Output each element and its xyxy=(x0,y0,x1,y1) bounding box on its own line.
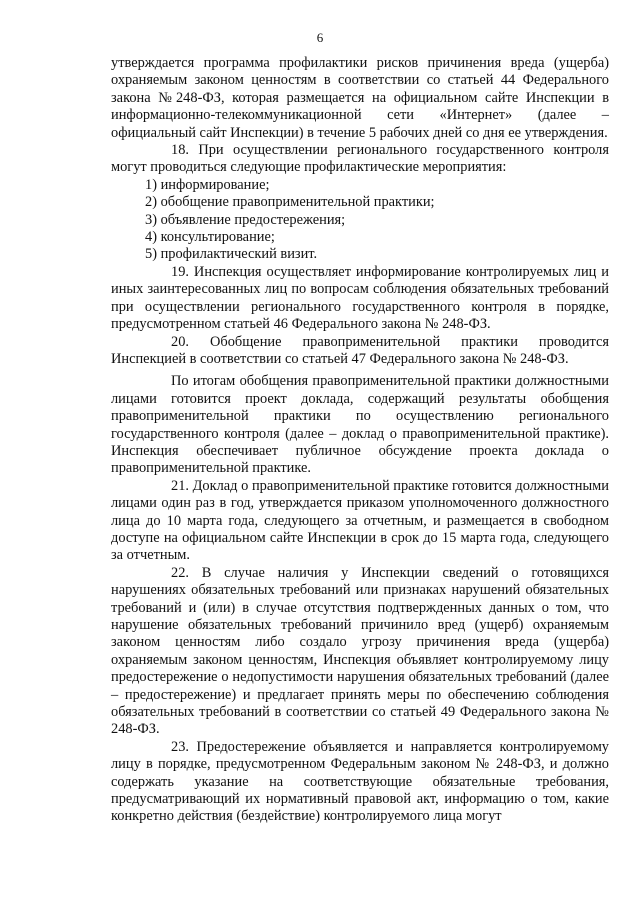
list-item: 3) объявление предостережения; xyxy=(145,211,346,228)
document-body xyxy=(111,55,609,826)
paragraph-summary: По итогам обобщения правоприменительной практики должностными лицами готовится проект доклада, содержащий результаты обобщения правоприменительной практики по осуществлению регионального государственного контроля (далее – доклад о правоприменительной практике). Инспекция обеспечивает публичное обсуждение проекта доклада о правоприменительной практике. xyxy=(111,373,609,477)
paragraph-19: 19. Инспекция осуществляет информирование контролируемых лиц и иных заинтересованных лиц по вопросам соблюдения обязательных требований при осуществлении регионального государственного контроля в порядке, предусмотренном статьей 46 Федерального закона № 248-ФЗ. xyxy=(111,263,609,333)
list-item: 5) профилактический визит. xyxy=(145,246,318,263)
paragraph-20: 20. Обобщение правоприменительной практики проводится Инспекцией в соответствии со статьей 47 Федерального закона № 248-ФЗ. xyxy=(111,333,609,367)
page-number: 6 xyxy=(316,30,324,45)
paragraph-21: 21. Доклад о правоприменительной практике готовится должностными лицами один раз в год, утверждается приказом уполномоченного должностного лица до 10 марта года, следующего за отчетным, и размещается в свободном доступе на официальном сайте Инспекции в срок до 15 марта года, следующего за отчетным. xyxy=(111,477,609,564)
paragraph-intro: утверждается программа профилактики рисков причинения вреда (ущерба) охраняемым законом ценностям в соответствии со статьей 44 Федерального закона №248-ФЗ, которая размещается на официальном сайте Инспекции в информационно-телекоммуникационной сети «Интернет» (далее – официальный сайт Инспекции) в течение 5 рабочих дней со дня ее утверждения. xyxy=(111,55,609,141)
list-item: 4) консультирование; xyxy=(145,229,275,246)
list-item: 2) обобщение правоприменительной практики; xyxy=(145,194,435,211)
list-item: 1) информирование; xyxy=(145,176,270,193)
paragraph-23: 23. Предостережение объявляется и направляется контролируемому лицу в порядке, предусмотренном Федеральным законом № 248-ФЗ, и должно содержать указание на соответствующие обязательные требования, предусматривающий их нормативный правовой акт, информацию о том, какие конкретно действия (бездействие) контролируемого лица могут xyxy=(111,738,609,825)
paragraph-18: 18. При осуществлении регионального государственного контроля могут проводиться следующие профилактические мероприятия: xyxy=(111,142,609,176)
paragraph-22: 22. В случае наличия у Инспекции сведений о готовящихся нарушениях обязательных требований или признаках нарушений обязательных требований и (или) в случае отсутствия подтвержденных данных о том, что нарушение обязательных требований причинило вред (ущерб) охраняемым законом ценностям либо создало угрозу причинения вреда (ущерба) охраняемым законом ценностям, Инспекция объявляет контролируемому лицу предостережение о недопустимости нарушения обязательных требований (далее – предостережение) и предлагает принять меры по обеспечению соблюдения обязательных требований в соответствии со статьей 49 Федерального закона № 248-ФЗ. xyxy=(111,564,609,738)
